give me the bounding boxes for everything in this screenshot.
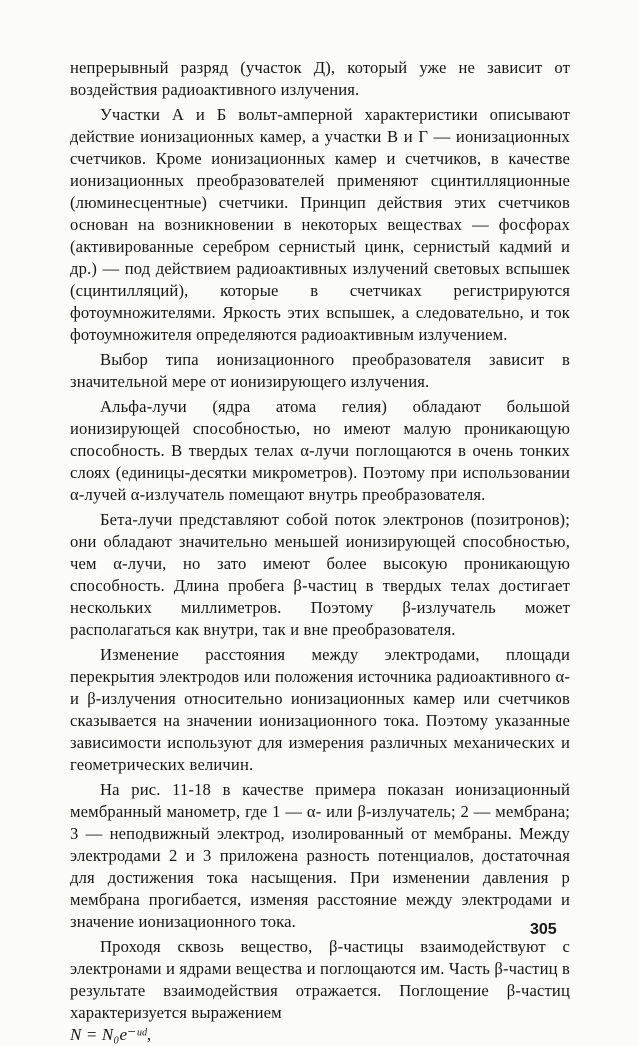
paragraph-0: непрерывный разряд (участок Д), который уже не зависит от воздействия радиоактивного излучения. <box>70 58 570 99</box>
formula-absorption: N = N₀e⁻ᵘᵈ, <box>70 1025 152 1044</box>
paragraph-3: Альфа-лучи (ядра атома гелия) обладают большой ионизирующей способностью, но имеют малую проникающую способность. В твердых телах α-лучи поглощаются в очень тонких слоях (единицы-десятки микрометров). Поэтому при использовании α-лучей α-излучатель помещают внутрь преобразователя. <box>70 397 570 504</box>
paragraph-1: Участки А и Б вольт-амперной характеристики описывают действие ионизационных камер, а участки В и Г — ионизационных счетчиков. Кроме ионизационных камер и счетчиков, в качестве ионизационных преобразователей применяют сцинтилляционные (люминесцентные) счетчики. Принцип действия этих счетчиков основан на возникновении в некоторых веществах — фосфорах (активированные серебром сернистый цинк, сернистый кадмий и др.) — под действием радиоактивных излучений световых вспышек (сцинтилляций), которые в счетчиках регистрируются фотоумножителями. Яркость этих вспышек, а следовательно, и ток фотоумножителя определяются радиоактивным излучением. <box>70 105 570 344</box>
body-text <box>70 57 570 1046</box>
paragraph-6: На рис. 11-18 в качестве примера показан ионизационный мембранный манометр, где 1 — α- или β-излучатель; 2 — мембрана; 3 — неподвижный электрод, изолированный от мембраны. Между электродами 2 и 3 приложена разность потенциалов, достаточная для достижения тока насыщения. При изменении давления p мембрана прогибается, изменяя расстояние между электродами и значение ионизационного тока. <box>70 780 570 931</box>
paragraph-5: Изменение расстояния между электродами, площади перекрытия электродов или положения источника радиоактивного α- и β-излучения относительно ионизационных камер или счетчиков сказывается на значении ионизационного тока. Поэтому указанные зависимости используют для измерения различных механических и геометрических величин. <box>70 645 570 774</box>
paragraph-4: Бета-лучи представляют собой поток электронов (позитронов); они обладают значительно меньшей ионизирующей способностью, чем α-лучи, но зато имеют более высокую проникающую способность. Длина пробега β-частиц в твердых телах достигает нескольких миллиметров. Поэтому β-излучатель может располагаться как внутри, так и вне преобразователя. <box>70 510 570 639</box>
page-number: 305 <box>530 921 557 938</box>
paragraph-7: Проходя сквозь вещество, β-частицы взаимодействуют с электронами и ядрами вещества и поглощаются им. Часть β-частиц в результате взаимодействия отражается. Поглощение β-частиц характеризуется выражением <box>70 937 570 1022</box>
paragraph-2: Выбор типа ионизационного преобразователя зависит в значительной мере от ионизирующего излучения. <box>70 350 570 391</box>
